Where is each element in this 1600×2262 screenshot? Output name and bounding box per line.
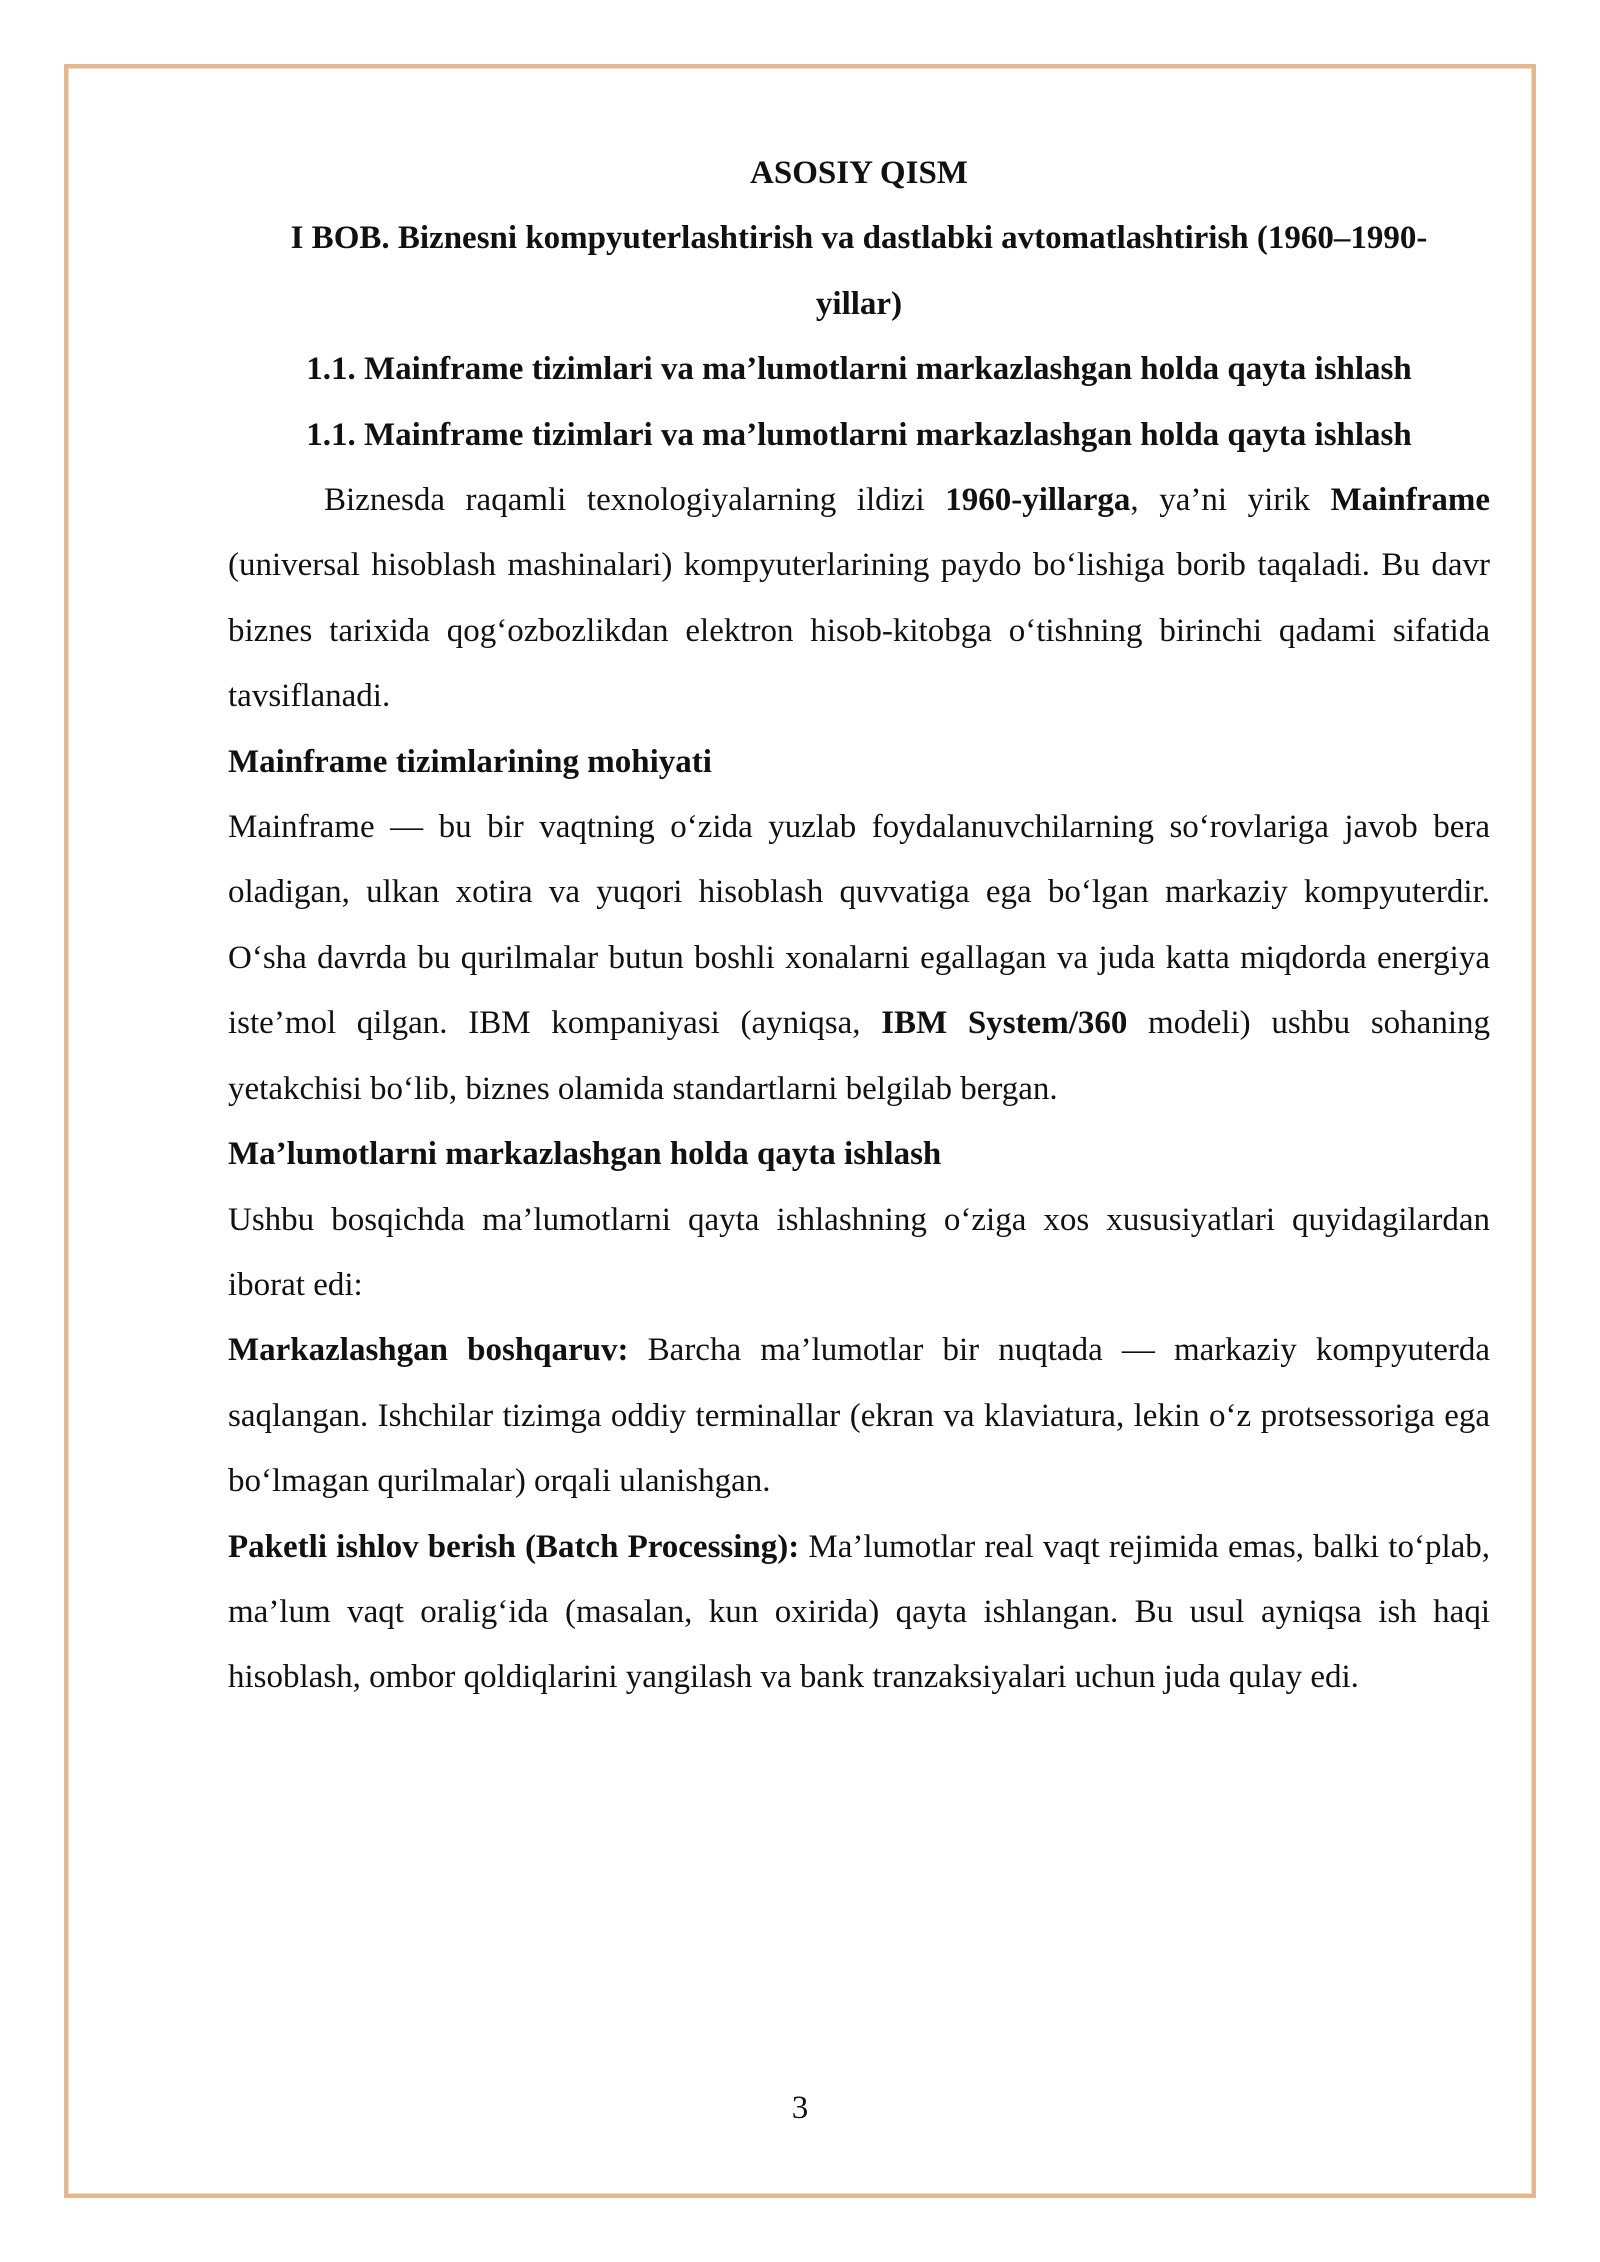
intro-text-2: , ya’ni yirik xyxy=(1130,482,1331,519)
batch-processing-paragraph xyxy=(228,1515,1490,1711)
mainframe-text-2: modeli) ushbu sohaning yetakchisi bo‘lib, biznes olamida standartlarni belgilab bergan. xyxy=(228,1005,1490,1107)
section-title: ASOSIY QISM xyxy=(750,155,968,191)
intro-text-1: Biznesda raqamli texnologiyalarning ildizi xyxy=(324,482,946,519)
centralized-control-text: Barcha ma’lumotlar bir nuqtada — markaziy kompyuterda saqlangan. Ishchilar tizimga oddiy terminallar (ekran va klaviatura, lekin o‘z protsessoriga ega bo‘lmagan qurilmalar) orqali ulanishgan. xyxy=(228,1332,1490,1500)
intro-bold-mainframe: Mainframe xyxy=(1330,482,1490,519)
mainframe-paragraph xyxy=(228,795,1490,1122)
subsection-title: 1.1. Mainframe tizimlari va ma’lumotlarni markazlashgan holda qayta ishlash xyxy=(306,351,1412,388)
heading-centralized-processing: Ma’lumotlarni markazlashgan holda qayta ishlash xyxy=(228,1136,942,1173)
intro-text-3: (universal hisoblash mashinalari) kompyuterlarining paydo bo‘lishiga borib taqaladi. Bu davr biznes tarixida qog‘ozbozlikdan elektron hisob-kitobga o‘tishning birinchi qadami sifatida tavsiflanadi. xyxy=(228,547,1490,715)
page-number: 3 xyxy=(791,2090,809,2126)
batch-processing-text: Ma’lumotlar real vaqt rejimida emas, balki to‘plab, ma’lum vaqt oralig‘ida (masalan, kun oxirida) qayta ishlangan. Bu usul ayniqsa ish haqi hisoblash, ombor qoldiqlarini yangilash va bank tranzaksiyalari uchun juda qulay edi. xyxy=(228,1528,1491,1696)
mainframe-bold-ibm: IBM System/360 xyxy=(881,1005,1128,1042)
centralized-control-label: Markazlashgan boshqaruv: xyxy=(228,1332,629,1369)
stage-paragraph: Ushbu bosqichda ma’lumotlarni qayta ishlashning o‘ziga xos xususiyatlari quyidagilardan iborat edi: xyxy=(228,1201,1490,1303)
chapter-title: I BOB. Biznesni kompyuterlashtirish va dastlabki avtomatlashtirish (1960–1990-yillar) xyxy=(290,220,1428,322)
mainframe-text-1: Mainframe — bu bir vaqtning o‘zida yuzlab foydalanuvchilarning so‘rovlariga javob bera oladigan, ulkan xotira va yuqori hisoblash quvvatiga ega bo‘lgan markaziy kompyuterdir. O‘sha davrda bu qurilmalar butun boshli xonalarni egallagan va juda katta miqdorda energiya iste’mol qilgan. IBM kompaniyasi (ayniqsa, xyxy=(228,809,1490,1042)
subsection-title-repeat: 1.1. Mainframe tizimlari va ma’lumotlarni markazlashgan holda qayta ishlash xyxy=(306,416,1412,453)
intro-bold-year: 1960-yillarga xyxy=(945,482,1131,519)
centralized-control-paragraph xyxy=(228,1318,1490,1514)
batch-processing-label: Paketli ishlov berish (Batch Processing): xyxy=(228,1528,800,1565)
page-content xyxy=(228,141,1490,1711)
heading-mainframe-essence: Mainframe tizimlarining mohiyati xyxy=(228,743,712,780)
intro-paragraph xyxy=(228,468,1490,730)
